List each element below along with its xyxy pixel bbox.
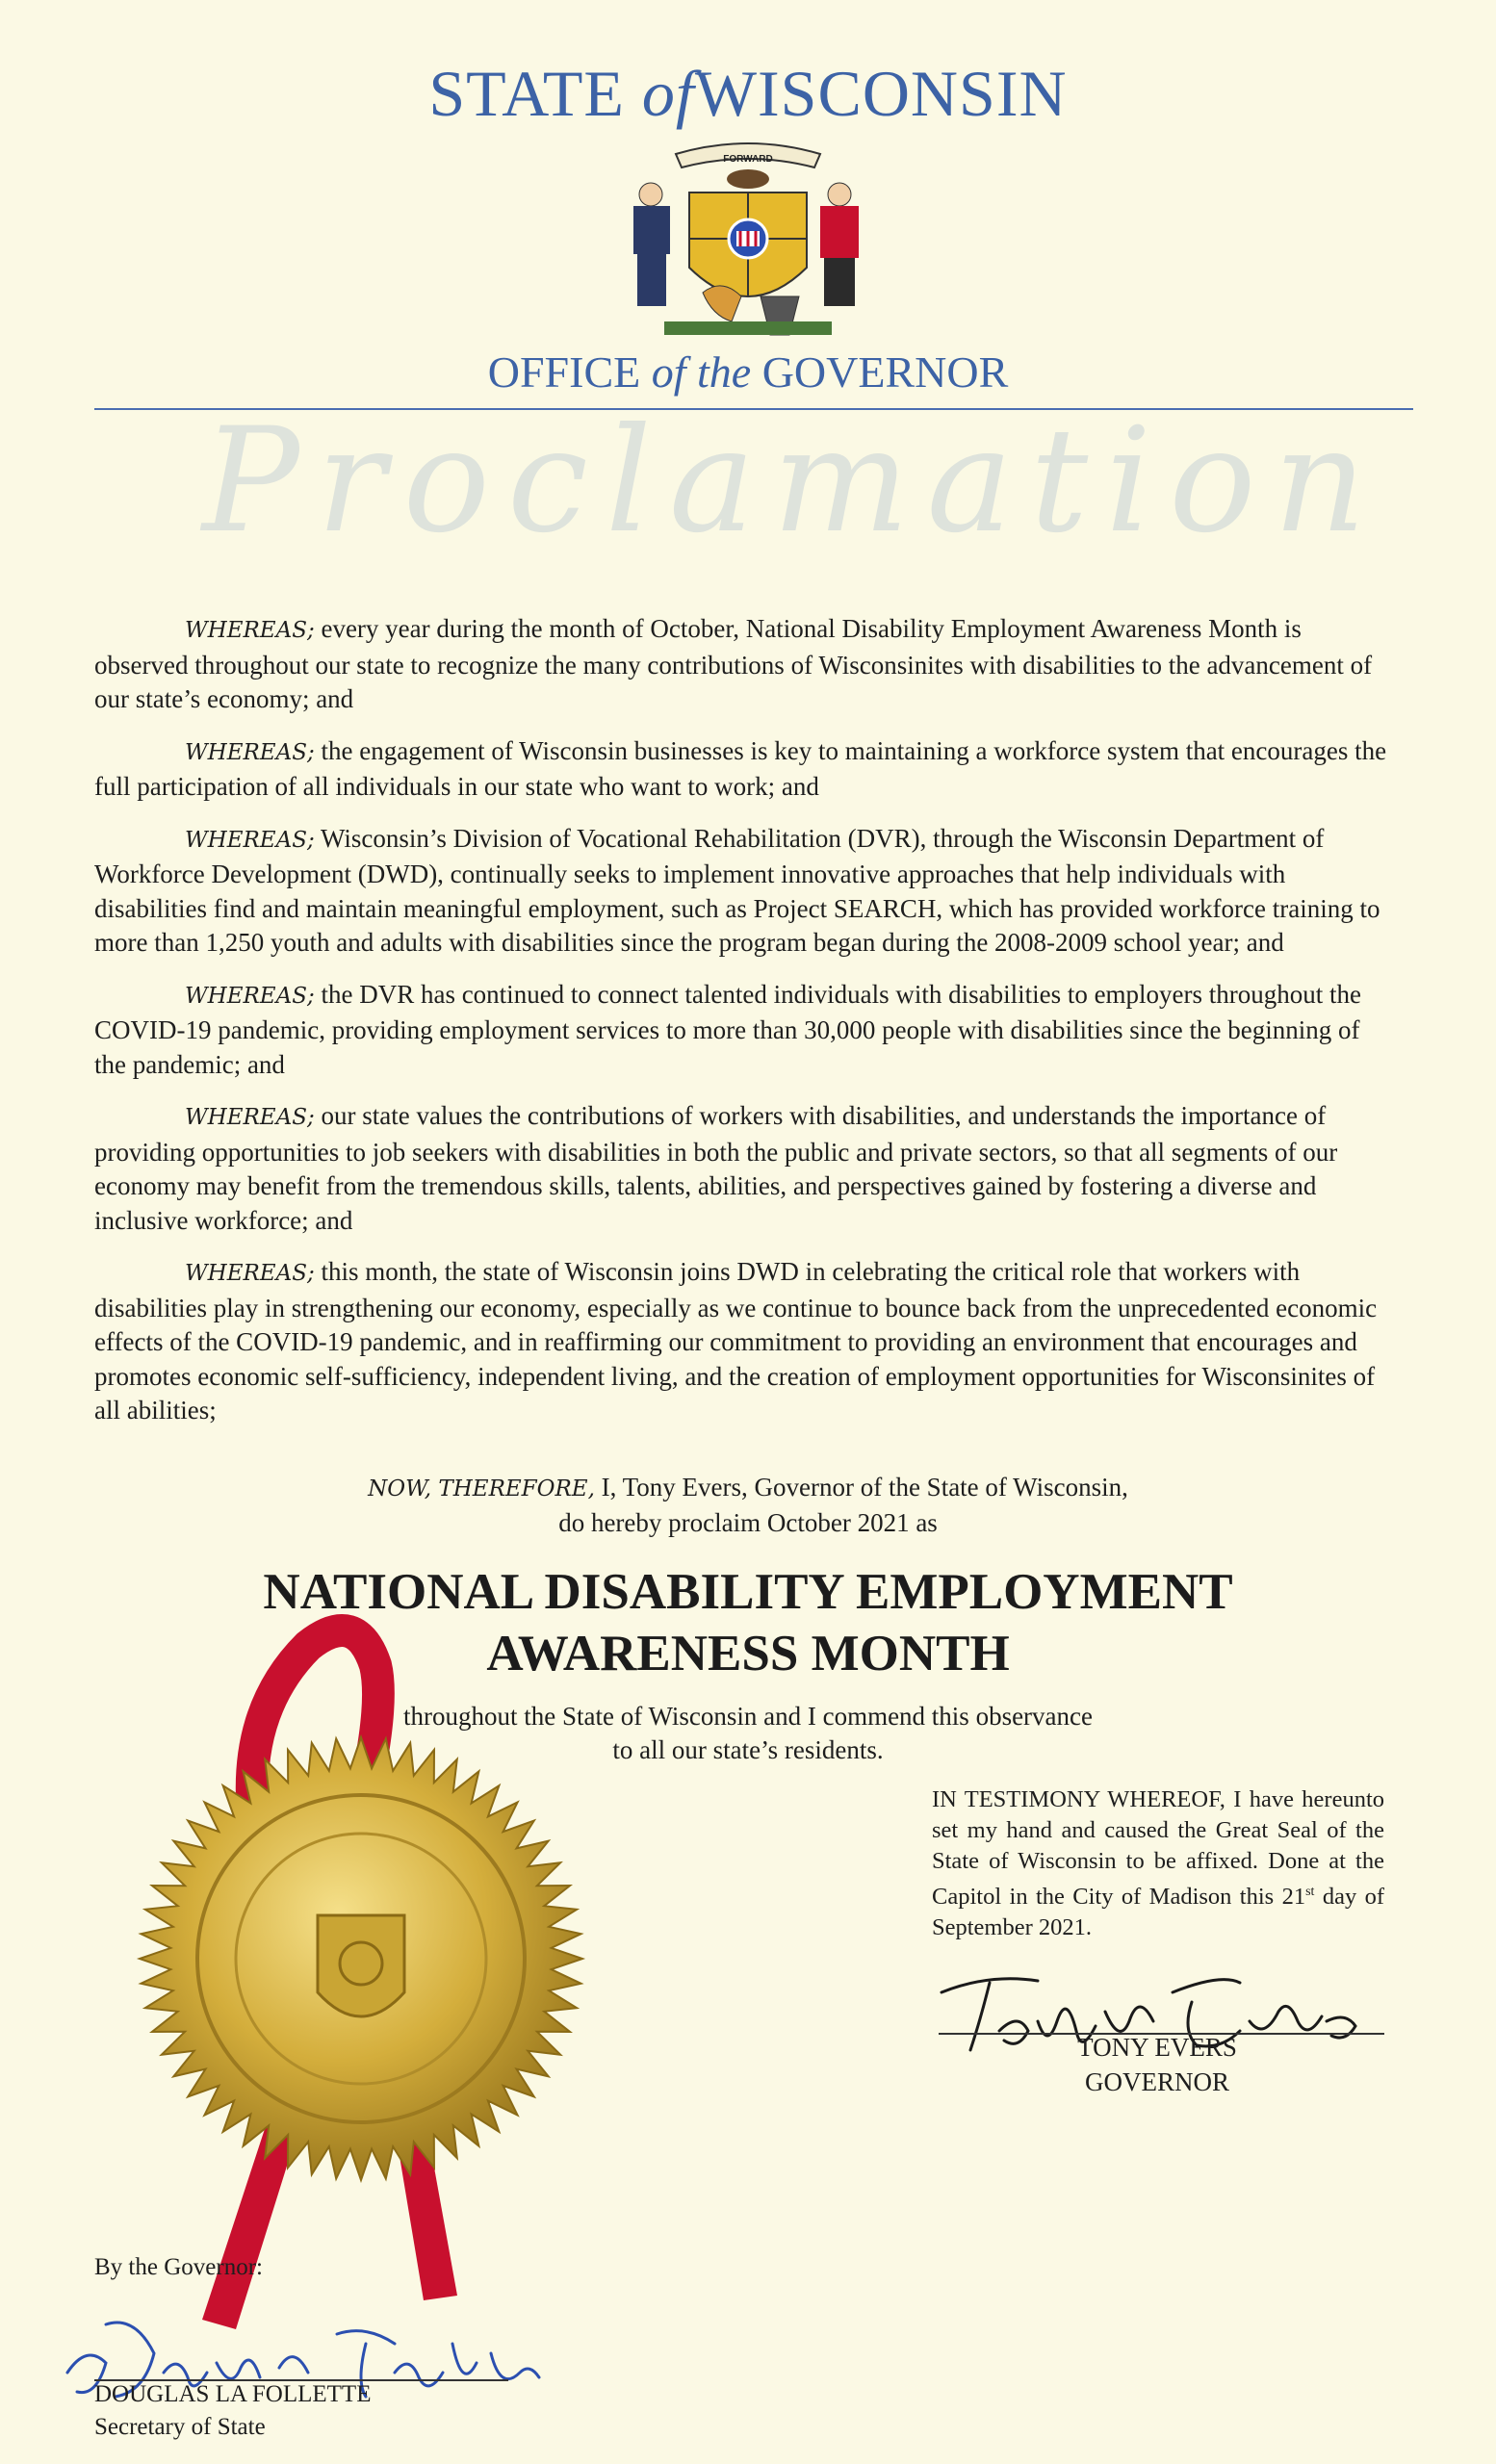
by-the-governor: By the Governor: <box>94 2254 263 2280</box>
office-title: OFFICE of the GOVERNOR <box>487 347 1009 397</box>
therefore-clause: NOW, THEREFORE, I, Tony Evers, Governor of the State of Wisconsin, do hereby proclaim October 2021 as <box>368 1473 1128 1537</box>
gold-seal <box>135 1732 587 2185</box>
proclaimed-title: NATIONAL DISABILITY EMPLOYMENT AWARENESS MONTH <box>263 1564 1233 1681</box>
whereas-paragraph: WHEREAS; Wisconsin’s Division of Vocational Rehabilitation (DVR), through the Wisconsin Department of Workforce Development (DWD), continually seeks to implement innovative approaches that help individuals with disabilities find and maintain meaningful employment, such as Project SEARCH, which has provided workforce training to more than 1,250 youth and adults with disabilities since the program began during the 2008-2009 school year; and <box>94 823 1380 957</box>
whereas-paragraph: WHEREAS; every year during the month of October, National Disability Employment Awareness Month is observed throughout our state to recognize the many contributions of Wisconsinites with disabilities to the advancement of our state’s economy; and <box>94 614 1373 713</box>
coat-of-arms-icon <box>626 133 870 352</box>
secretary-title: Secretary of State <box>94 2414 266 2440</box>
proclamation-watermark: Proclamation <box>202 398 1384 565</box>
testimony-block: IN TESTIMONY WHEREOF, I have hereunto set my hand and caused the Great Seal of the State of Wisconsin to be affixed. Done at the Capitol in the City of Madison this 21st day of September 2021. <box>932 1786 1384 1941</box>
svg-text:FORWARD: FORWARD <box>723 154 773 165</box>
governor-name: TONY EVERS <box>1077 2033 1237 2062</box>
whereas-paragraph: WHEREAS; the DVR has continued to connect talented individuals with disabilities to employers throughout the COVID-19 pandemic, providing employment services to more than 30,000 people with disabilities since the beginning of the pandemic; and <box>94 979 1362 1079</box>
secretary-name: DOUGLAS LA FOLLETTE <box>94 2381 372 2407</box>
whereas-paragraph: WHEREAS; this month, the state of Wisconsin joins DWD in celebrating the critical role that workers with disabilities play in strengthening our economy, especially as we continue to bounce back from the unprecedented economic effects of the COVID-19 pandemic, and in reaffirming our commitment to providing an environment that encourages and promotes economic self-sufficiency, independent living, and the creation of employment opportunities for Wisconsinites of all abilities; <box>94 1257 1378 1424</box>
observance-text: throughout the State of Wisconsin and I commend this observance to all our state’s residents. <box>402 1702 1093 1764</box>
state-title: STATE ofWISCONSIN <box>428 57 1068 130</box>
whereas-paragraph: WHEREAS; our state values the contributions of workers with disabilities, and understands the importance of providing opportunities to job seekers with disabilities in both the public and private sectors, so that all segments of our economy may benefit from the tremendous skills, talents, abilities, and perspectives gained by fostering a diverse and inclusive workforce; and <box>94 1101 1338 1235</box>
whereas-clauses <box>94 612 1389 1446</box>
whereas-paragraph: WHEREAS; the engagement of Wisconsin businesses is key to maintaining a workforce system that encourages the full participation of all individuals in our state who want to work; and <box>94 735 1387 801</box>
governor-title: GOVERNOR <box>1084 2067 1229 2096</box>
